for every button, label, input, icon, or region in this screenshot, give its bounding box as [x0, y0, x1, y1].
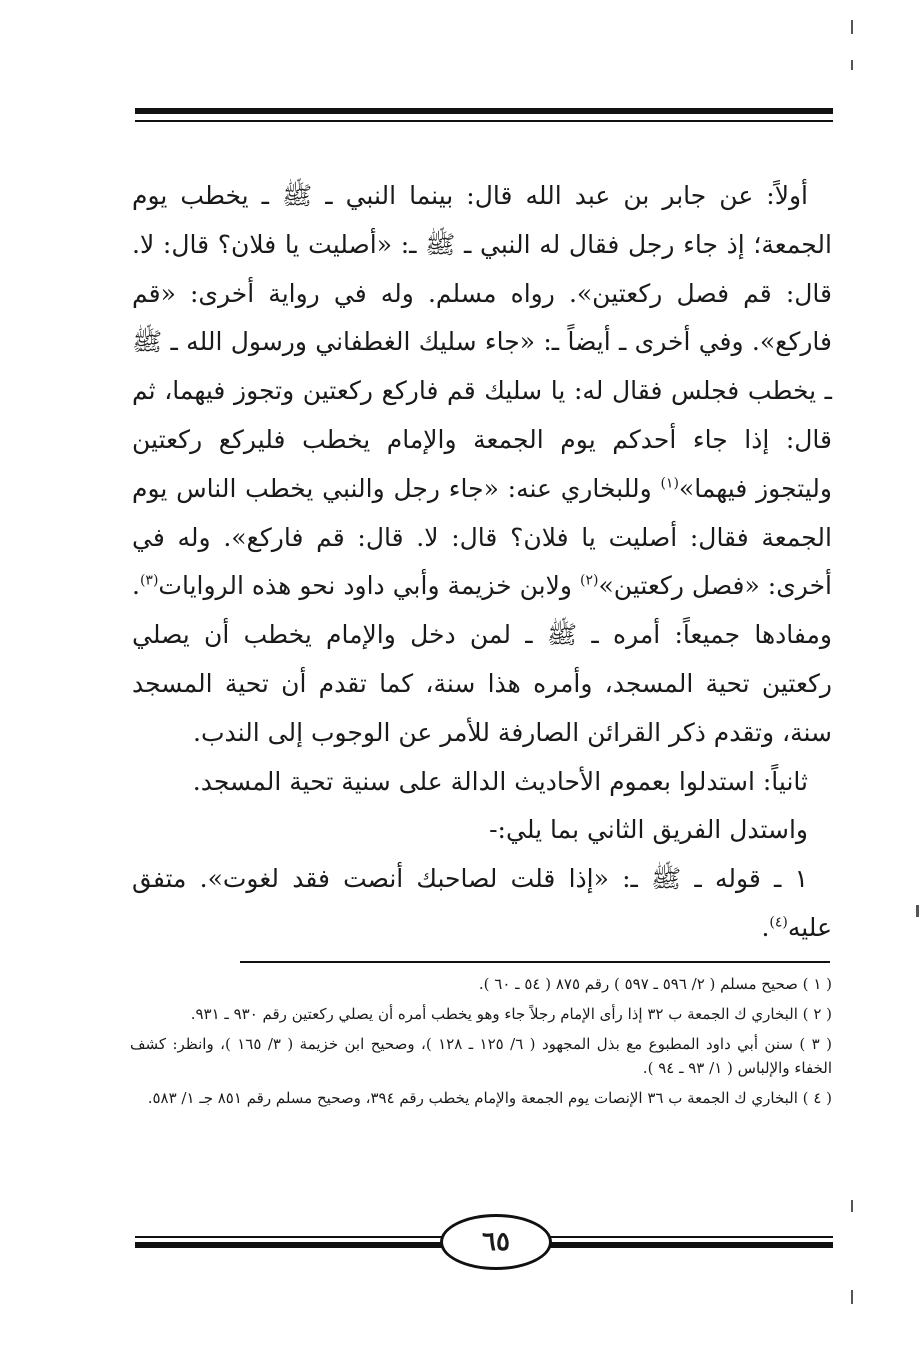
- page-number: ٦٥: [440, 1214, 552, 1270]
- header-double-rule: [135, 108, 833, 126]
- footnote-4: ( ٤ ) البخاري ك الجمعة ب ٣٦ الإنصات يوم الجمعة والإمام يخطب رقم ٣٩٤، وصحيح مسلم رقم ٨٥١ جـ ١/ ٥٨٣.: [147, 1089, 832, 1107]
- paragraph-first: [132, 172, 832, 758]
- paragraph-first-text: أولاً: عن جابر بن عبد الله قال: بينما النبي ـ ﷺ ـ يخطب يوم الجمعة؛ إذ جاء رجل فقال له النبي ـ ﷺ ـ: «أصليت يا فلان؟ قال: لا. قال: قم فصل ركعتين». رواه مسلم. وله في رواية أخرى: «قم فاركع». وفي أخرى ـ أيضاً ـ: «جاء سليك الغطفاني ورسول الله ـ ﷺ ـ يخطب فجلس فقال له: يا سليك قم فاركع ركعتين وتجوز فيهما، ثم قال: إذا جاء أحدكم يوم الجمعة والإمام يخطب فليركع ركعتين وليتجوز فيهما»: [132, 181, 832, 503]
- footnote-ref-2: (٢): [579, 573, 599, 590]
- footnote-ref-3: (٣): [139, 573, 159, 590]
- main-text: [132, 172, 832, 953]
- footnote-separator: [240, 961, 830, 963]
- paragraph-fourth-end: .: [761, 912, 770, 942]
- footnotes: [130, 972, 832, 1116]
- footnote-2: ( ٢ ) البخاري ك الجمعة ب ٣٢ إذا رأى الإمام رجلاً جاء وهو يخطب أمره أن يصلي ركعتين رقم ٩٣٠ ـ ٩٣١.: [190, 1005, 832, 1023]
- paragraph-second: ثانياً: استدلوا بعموم الأحاديث الدالة على سنية تحية المسجد.: [192, 766, 808, 796]
- footnote-ref-1: (١): [660, 475, 679, 492]
- paragraph-first-cont3: . ومفادها جميعاً: أمره ـ ﷺ ـ لمن دخل والإمام يخطب أن يصلي ركعتين تحية المسجد، وأمره هذا سنة، كما تقدم أن تحية المسجد سنة، وتقدم ذكر القرائن الصارفة للأمر عن الوجوب إلى الندب.: [132, 571, 832, 747]
- scan-edge-mark: [916, 905, 919, 917]
- header-thin-line: [135, 120, 833, 122]
- scan-edge-mark: [851, 1290, 853, 1304]
- footnote-ref-4: (٤): [769, 914, 788, 931]
- footnote-3: ( ٣ ) سنن أبي داود المطبوع مع بذل المجهود ( ٦/ ١٢٥ ـ ١٢٨ )، وصحيح ابن خزيمة ( ٣/ ١٦٥ )، وانظر: كشف الخفاء والإلباس ( ١/ ٩٣ ـ ٩٤ ).: [130, 1035, 832, 1077]
- scan-edge-mark: [851, 60, 853, 70]
- paragraph-fourth: [132, 855, 832, 953]
- header-thick-line: [135, 108, 833, 114]
- paragraph-first-cont2: ولابن خزيمة وأبي داود نحو هذه الروايات: [158, 571, 572, 601]
- paragraph-fourth-text: ١ ـ قوله ـ ﷺ ـ: «إذا قلت لصاحبك أنصت فقد لغوت». متفق عليه: [132, 864, 832, 942]
- paragraph-third: واستدل الفريق الثاني بما يلي:-: [489, 815, 808, 845]
- scan-edge-mark: [851, 1200, 853, 1212]
- footnote-1: ( ١ ) صحيح مسلم ( ٢/ ٥٩٦ ـ ٥٩٧ ) رقم ٨٧٥ ( ٥٤ ـ ٦٠ ).: [478, 975, 832, 993]
- paragraph-first-cont: وللبخاري عنه: «جاء رجل والنبي يخطب الناس يوم الجمعة فقال: أصليت يا فلان؟ قال: لا. قال: قم فاركع». وله في أخرى: «فصل ركعتين»: [132, 473, 832, 601]
- scan-edge-mark: [851, 20, 853, 34]
